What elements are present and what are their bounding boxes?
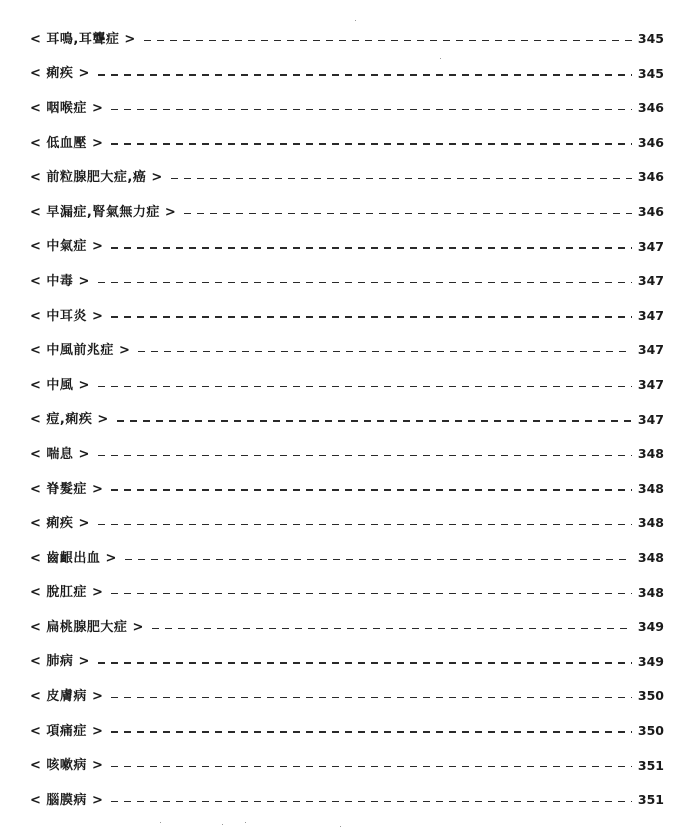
dash-leader xyxy=(98,282,632,283)
toc-entry xyxy=(30,230,664,265)
toc-entry-title: < 早漏症,腎氣無力症 > xyxy=(30,204,177,220)
toc-entry-title: < 耳鳴,耳聾症 > xyxy=(30,31,136,47)
toc-entry-title: < 咽喉症 > xyxy=(30,100,104,116)
dash-leader xyxy=(111,593,632,594)
toc-entry xyxy=(30,333,664,368)
toc-entry-page-number: 351 xyxy=(637,792,664,808)
toc-entry xyxy=(30,299,664,334)
toc-entry xyxy=(30,645,664,680)
toc-entry-page-number: 349 xyxy=(637,653,664,669)
scan-speck xyxy=(340,826,341,827)
toc-entry-title: < 皮膚病 > xyxy=(30,689,104,705)
toc-entry xyxy=(30,437,664,472)
dash-leader xyxy=(111,766,632,767)
toc-entry xyxy=(30,576,664,611)
toc-entry-page-number: 351 xyxy=(637,757,664,773)
toc-entry-title: < 中氣症 > xyxy=(30,239,104,255)
scan-speck xyxy=(245,822,246,823)
toc-entry-page-number: 350 xyxy=(637,722,664,738)
toc-entry xyxy=(30,714,664,749)
toc-entry xyxy=(30,126,664,161)
toc-entry-page-number: 345 xyxy=(637,31,664,47)
toc-entry xyxy=(30,195,664,230)
toc-entry-page-number: 347 xyxy=(637,273,664,289)
toc-entry-title: < 前粒腺肥大症,癌 > xyxy=(30,170,163,186)
toc-entry-title: < 中耳炎 > xyxy=(30,308,104,324)
toc-entry-title: < 痘,痢疾 > xyxy=(30,412,109,428)
scan-speck xyxy=(160,822,161,823)
dash-leader xyxy=(111,143,632,144)
dash-leader xyxy=(98,386,632,387)
toc-entry-page-number: 346 xyxy=(637,134,664,150)
scan-speck xyxy=(355,20,356,21)
toc-entry-title: < 痢疾 > xyxy=(30,66,90,82)
toc-entry-title: < 低血壓 > xyxy=(30,135,104,151)
toc-entry-page-number: 348 xyxy=(637,549,664,565)
toc-entry xyxy=(30,160,664,195)
dash-leader xyxy=(111,247,632,248)
toc-entry xyxy=(30,57,664,92)
dash-leader xyxy=(98,455,632,456)
toc-entry-page-number: 345 xyxy=(637,65,664,81)
dash-leader xyxy=(98,524,632,525)
toc-entry-title: < 項痛症 > xyxy=(30,723,104,739)
dash-leader xyxy=(144,40,632,41)
toc-entry-page-number: 346 xyxy=(637,169,664,185)
dash-leader xyxy=(111,697,632,698)
toc-entry-page-number: 346 xyxy=(637,204,664,220)
scan-speck xyxy=(222,824,223,825)
toc-entry-page-number: 346 xyxy=(637,100,664,116)
dash-leader xyxy=(111,801,632,802)
dash-leader xyxy=(111,489,632,490)
toc-entry-page-number: 347 xyxy=(637,238,664,254)
dash-leader xyxy=(98,662,632,663)
toc-entry-page-number: 347 xyxy=(637,342,664,358)
toc-entry-title: < 痢疾 > xyxy=(30,516,90,532)
toc-entry-title: < 齒齦出血 > xyxy=(30,550,117,566)
dash-leader xyxy=(138,351,632,352)
toc-entry xyxy=(30,264,664,299)
toc-entry-page-number: 347 xyxy=(637,307,664,323)
toc-entry-page-number: 350 xyxy=(637,688,664,704)
toc-entry xyxy=(30,506,664,541)
toc-entry xyxy=(30,783,664,818)
dash-leader xyxy=(152,628,632,629)
toc-entry-title: < 扁桃腺肥大症 > xyxy=(30,619,144,635)
dash-leader xyxy=(111,109,632,110)
toc-entry xyxy=(30,748,664,783)
scan-speck xyxy=(440,58,441,59)
toc-entry-title: < 咳嗽病 > xyxy=(30,758,104,774)
toc-entry-page-number: 348 xyxy=(637,480,664,496)
dash-leader xyxy=(184,213,632,214)
toc-entry-title: < 肺病 > xyxy=(30,654,90,670)
toc-entry xyxy=(30,91,664,126)
toc-entry-page-number: 348 xyxy=(637,515,664,531)
toc-entry-title: < 中風前兆症 > xyxy=(30,343,131,359)
toc-entry xyxy=(30,541,664,576)
dash-leader xyxy=(111,731,632,732)
table-of-contents xyxy=(30,22,664,818)
toc-entry-page-number: 348 xyxy=(637,584,664,600)
dash-leader xyxy=(98,74,632,75)
toc-entry-page-number: 349 xyxy=(637,619,664,635)
toc-entry-title: < 脫肛症 > xyxy=(30,585,104,601)
toc-entry-title: < 中毒 > xyxy=(30,273,90,289)
dash-leader xyxy=(111,316,632,317)
toc-entry-page-number: 347 xyxy=(637,376,664,392)
toc-entry xyxy=(30,368,664,403)
toc-entry xyxy=(30,472,664,507)
toc-entry-title: < 腦膜病 > xyxy=(30,792,104,808)
dash-leader xyxy=(117,420,632,421)
toc-entry xyxy=(30,403,664,438)
toc-entry xyxy=(30,679,664,714)
toc-entry-title: < 喘息 > xyxy=(30,446,90,462)
toc-entry-title: < 脊髮症 > xyxy=(30,481,104,497)
toc-entry xyxy=(30,22,664,57)
toc-entry-title: < 中風 > xyxy=(30,377,90,393)
toc-entry-page-number: 347 xyxy=(637,411,664,427)
toc-entry xyxy=(30,610,664,645)
toc-entry-page-number: 348 xyxy=(637,446,664,462)
dash-leader xyxy=(171,178,632,179)
dash-leader xyxy=(125,559,632,560)
